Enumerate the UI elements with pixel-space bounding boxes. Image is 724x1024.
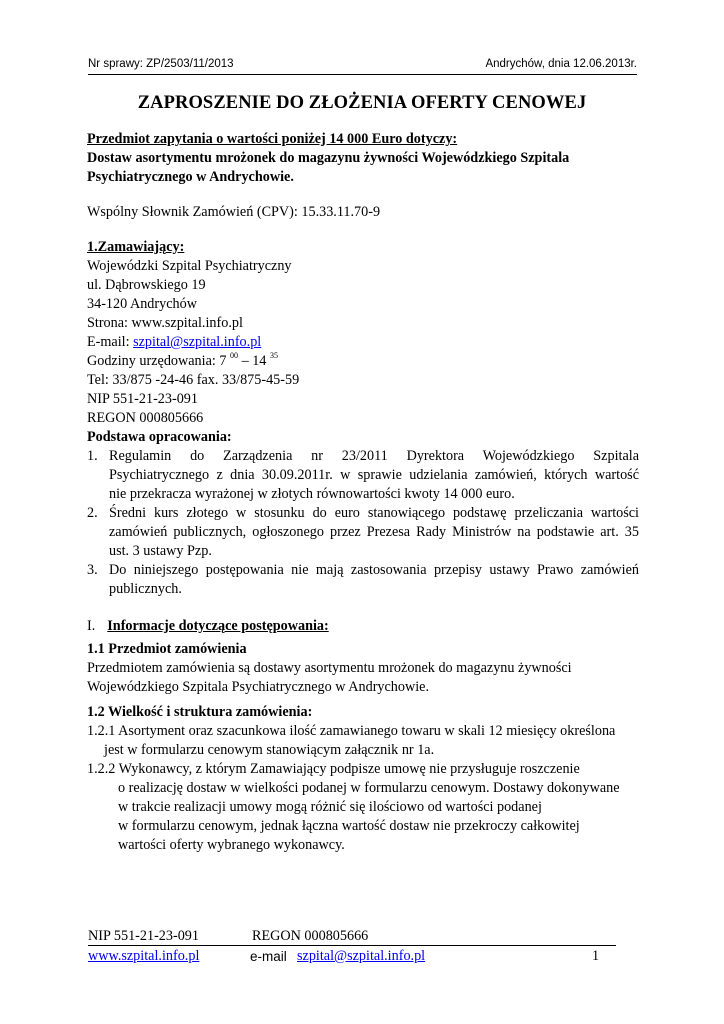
hours-from-min: 00 — [230, 351, 239, 361]
basis-item-line: nie przekracza wyrażonej w złotych równowartości kwoty 14 000 euro. — [109, 486, 515, 502]
contracting-tel: Tel: 33/875 -24-46 fax. 33/875-45-59 — [87, 372, 300, 388]
footer-regon: REGON 000805666 — [252, 928, 369, 944]
footer-nip: NIP 551-21-23-091 — [88, 928, 199, 944]
basis-item-number: 3. — [87, 562, 98, 578]
basis-item-line: ust. 3 ustawy Pzp. — [109, 543, 212, 559]
basis-item — [87, 447, 639, 504]
point-1-2-1-line: 1.2.1 Asortyment oraz szacunkowa ilość zamawianego towaru w skali 12 miesięcy określona — [87, 723, 616, 739]
basis-heading: Podstawa opracowania: — [87, 429, 232, 445]
footer-website-link[interactable]: www.szpital.info.pl — [88, 948, 200, 964]
basis-item-line: Regulamin do Zarządzenia nr 23/2011 Dyrektora Wojewódzkiego Szpitala — [109, 448, 639, 464]
footer-ids — [88, 928, 616, 946]
contracting-regon: REGON 000805666 — [87, 410, 204, 426]
point-1-2-2-line: wartości oferty wybranego wykonawcy. — [118, 837, 345, 853]
section-1-number: I. — [87, 618, 96, 634]
email-link[interactable]: szpital@szpital.info.pl — [133, 334, 262, 350]
contracting-street: ul. Dąbrowskiego 19 — [87, 277, 206, 293]
document-body — [87, 130, 639, 855]
footer-contacts — [88, 948, 616, 968]
page-header — [88, 58, 637, 75]
contracting-heading: 1.Zamawiający: — [87, 239, 185, 255]
page-number: 1 — [592, 948, 600, 964]
contracting-website: Strona: www.szpital.info.pl — [87, 315, 243, 331]
contracting-name: Wojewódzki Szpital Psychiatryczny — [87, 258, 292, 274]
point-1-2-2-line: 1.2.2 Wykonawcy, z którym Zamawiający podpisze umowę nie przysługuje roszczenie — [87, 761, 580, 777]
contracting-nip: NIP 551-21-23-091 — [87, 391, 198, 407]
cpv-code: Wspólny Słownik Zamówień (CPV): 15.33.11.70-9 — [87, 204, 381, 220]
footer-email-link[interactable]: szpital@szpital.info.pl — [297, 948, 426, 964]
basis-list — [87, 447, 639, 599]
subsection-1-1-line: Wojewódzkiego Szpitala Psychiatrycznego w Andrychowie. — [87, 679, 430, 695]
basis-item-line: Do niniejszego postępowania nie mają zastosowania przepisy ustawy Prawo zamówień — [109, 562, 639, 578]
basis-item-number: 2. — [87, 505, 98, 521]
document-title: ZAPROSZENIE DO ZŁOŻENIA OFERTY CENOWEJ — [137, 93, 587, 113]
place-date: Andrychów, dnia 12.06.2013r. — [485, 58, 637, 70]
subject-intro: Przedmiot zapytania o wartości poniżej 14 000 Euro dotyczy: — [87, 131, 458, 147]
basis-item-line: Średni kurs złotego w stosunku do euro stanowiącego podstawę przeliczania wartości — [109, 505, 639, 521]
office-hours — [87, 352, 639, 371]
hours-mid: – 14 — [238, 353, 270, 369]
page-footer — [88, 928, 616, 968]
point-1-2-2-line: o realizację dostaw w wielkości podanej w formularzu cenowym. Dostawy dokonywane — [118, 780, 620, 796]
basis-item — [87, 561, 639, 599]
contracting-city: 34-120 Andrychów — [87, 296, 197, 312]
contracting-email-line — [87, 333, 639, 352]
section-1-heading-line — [87, 617, 639, 636]
basis-item-line: Psychiatrycznego z dnia 30.09.2011r. w sprawie udzielania zamówień, których wartość — [109, 467, 639, 483]
basis-item — [87, 504, 639, 561]
footer-email-label: e-mail — [250, 949, 287, 964]
subsection-1-1-line: Przedmiotem zamówienia są dostawy asortymentu mrożonek do magazynu żywności — [87, 660, 572, 676]
subsection-1-2-heading: 1.2 Wielkość i struktura zamówienia: — [87, 704, 313, 720]
basis-item-line: publicznych. — [109, 581, 182, 597]
subject-line-2: Psychiatrycznego w Andrychowie. — [87, 169, 294, 185]
point-1-2-2-line: w trakcie realizacji umowy mogą różnić się ilościowo od wartości podanej — [118, 799, 542, 815]
point-1-2-1-line: jest w formularzu cenowym stanowiącym załącznik nr 1a. — [104, 742, 435, 758]
basis-item-number: 1. — [87, 448, 98, 464]
email-label: E-mail: — [87, 334, 134, 350]
hours-to-min: 35 — [269, 351, 278, 361]
point-1-2-2-line: w formularzu cenowym, jednak łączna wartość dostaw nie przekroczy całkowitej — [118, 818, 580, 834]
subsection-1-1-heading: 1.1 Przedmiot zamówienia — [87, 641, 247, 657]
case-number: Nr sprawy: ZP/2503/11/2013 — [88, 58, 234, 70]
section-1-heading: Informacje dotyczące postępowania: — [107, 618, 329, 634]
subject-line-1: Dostaw asortymentu mrożonek do magazynu żywności Wojewódzkiego Szpitala — [87, 150, 570, 166]
basis-item-line: zamówień publicznych, ogłoszonego przez Prezesa Rady Ministrów na podstawie art. 35 — [109, 524, 639, 540]
hours-label: Godziny urzędowania: 7 — [87, 353, 231, 369]
